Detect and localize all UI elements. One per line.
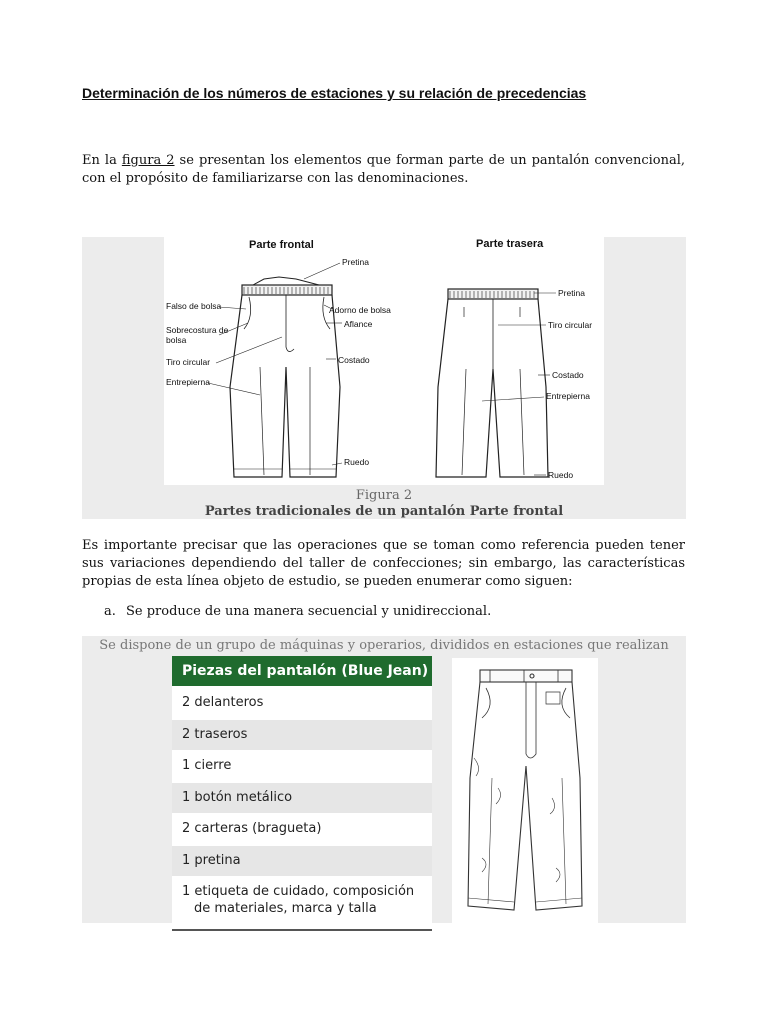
figure-panel bbox=[82, 237, 686, 519]
table-row-line-1: 1 etiqueta de cuidado, composición bbox=[182, 884, 415, 899]
intro-text-start: En la bbox=[82, 153, 122, 168]
operations-paragraph: Es importante precisar que las operaciones que se toman como referencia pueden tener sus variaciones dependiendo del taller de confecciones; sin embargo, las características propias de esta línea objeto de estudio, se pueden enumerar como siguen: bbox=[82, 538, 685, 589]
front-label-sobrecostura-2: bolsa bbox=[166, 335, 187, 345]
front-label-adorno-bolsa: Adorno de bolsa bbox=[329, 305, 391, 315]
back-trousers-drawing bbox=[436, 289, 548, 477]
front-label-ruedo: Ruedo bbox=[344, 457, 370, 467]
front-label-entrepierna: Entrepierna bbox=[166, 377, 210, 387]
front-view-title: Parte frontal bbox=[249, 239, 314, 251]
intro-paragraph bbox=[82, 152, 685, 188]
back-label-tiro: Tiro circular bbox=[548, 320, 593, 330]
table-row-last bbox=[172, 877, 432, 931]
front-label-aflance: Aflance bbox=[344, 319, 373, 329]
back-view-title: Parte trasera bbox=[476, 238, 544, 250]
list-item-a bbox=[104, 604, 491, 619]
figure-link[interactable]: figura 2 bbox=[121, 153, 175, 168]
table-row-line-2: de materiales, marca y talla bbox=[194, 901, 377, 916]
table-intro-text: Se dispone de un grupo de máquinas y operarios, divididos en estaciones que realizan bbox=[99, 638, 669, 653]
table-row: 1 botón metálico bbox=[172, 783, 432, 815]
list-marker: a. bbox=[104, 604, 116, 619]
intro-text-end: se presentan los elementos que forman parte de un pantalón convencional, con el propósito de familiarizarse con las denominaciones. bbox=[82, 153, 685, 186]
pieces-table-header: Piezas del pantalón (Blue Jean) bbox=[172, 656, 432, 688]
front-label-costado: Costado bbox=[338, 355, 370, 365]
front-label-tiro: Tiro circular bbox=[166, 357, 211, 367]
back-label-pretina: Pretina bbox=[558, 288, 585, 298]
front-label-pretina: Pretina bbox=[342, 257, 369, 267]
table-row: 2 carteras (bragueta) bbox=[172, 814, 432, 846]
front-label-falso-bolsa: Falso de bolsa bbox=[166, 301, 222, 311]
figure-number: Figura 2 bbox=[355, 488, 413, 503]
section-heading: Determinación de los números de estaciones y su relación de precedencias bbox=[82, 85, 587, 101]
list-item-text: Se produce de una manera secuencial y unidireccional. bbox=[126, 604, 492, 619]
back-label-ruedo: Ruedo bbox=[548, 470, 574, 480]
pieces-panel bbox=[82, 636, 686, 923]
front-label-sobrecostura: Sobrecostura de bbox=[166, 325, 229, 335]
front-trousers-drawing bbox=[230, 277, 340, 477]
table-row: 1 pretina bbox=[172, 846, 432, 878]
back-label-costado: Costado bbox=[552, 370, 584, 380]
table-row: 2 delanteros bbox=[172, 688, 432, 720]
trousers-diagram bbox=[164, 237, 604, 485]
table-row: 2 traseros bbox=[172, 720, 432, 752]
blue-jean-illustration bbox=[452, 658, 598, 923]
back-label-entrepierna: Entrepierna bbox=[546, 391, 590, 401]
pieces-table bbox=[172, 656, 432, 931]
table-row: 1 cierre bbox=[172, 751, 432, 783]
figure-caption: Partes tradicionales de un pantalón Parte frontal bbox=[204, 504, 564, 519]
